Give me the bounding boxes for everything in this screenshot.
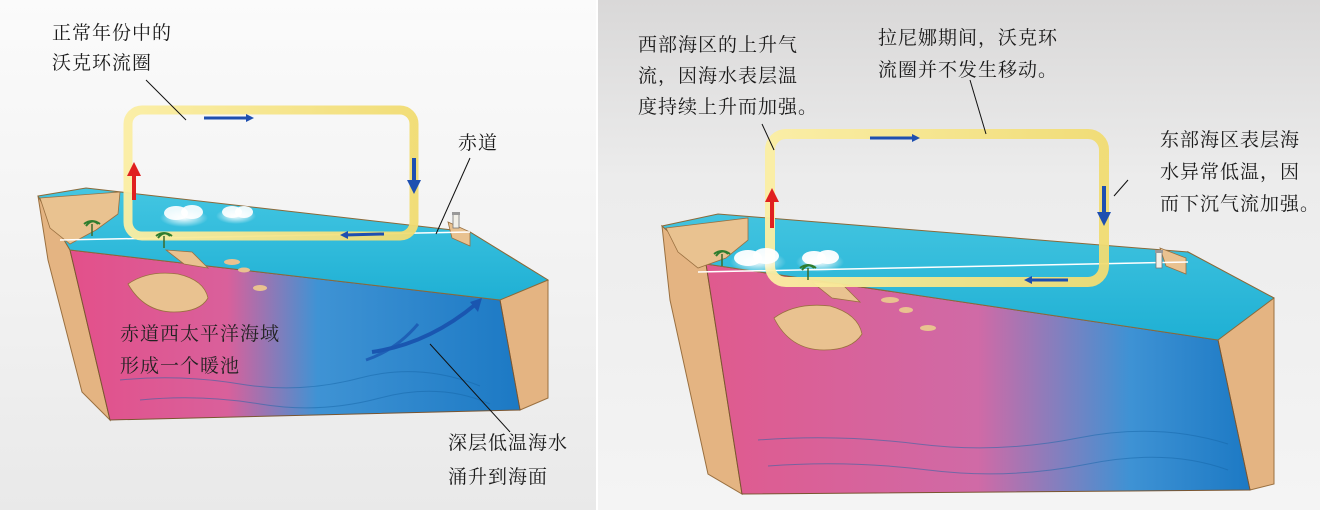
loop-arrow-bottom: [344, 234, 384, 235]
la-nina-diagram: [598, 0, 1320, 510]
cloud-icon: [160, 205, 208, 227]
label-west-updraft: 西部海区的上升气 流，因海水表层温 度持续上升而加强。: [638, 34, 819, 118]
label-east-cold: 东部海区表层海 水异常低温，因 而下沉气流加强。: [1160, 129, 1320, 215]
label-walker-normal: 正常年份中的 沃克环流圈: [52, 22, 173, 74]
lighthouse-icon: [1155, 250, 1163, 268]
arrow-down-icon: [407, 158, 421, 194]
label-upwelling: 深层低温海水 涌升到海面: [448, 432, 569, 488]
label-la-nina-walker: 拉尼娜期间，沃克环 流圈并不发生移动。: [878, 27, 1059, 81]
label-equator: 赤道: [458, 132, 499, 154]
normal-year-diagram: [0, 0, 596, 510]
lighthouse-icon: [452, 212, 460, 228]
label-warm-pool: 赤道西太平洋海域 形成一个暖池: [120, 323, 281, 377]
